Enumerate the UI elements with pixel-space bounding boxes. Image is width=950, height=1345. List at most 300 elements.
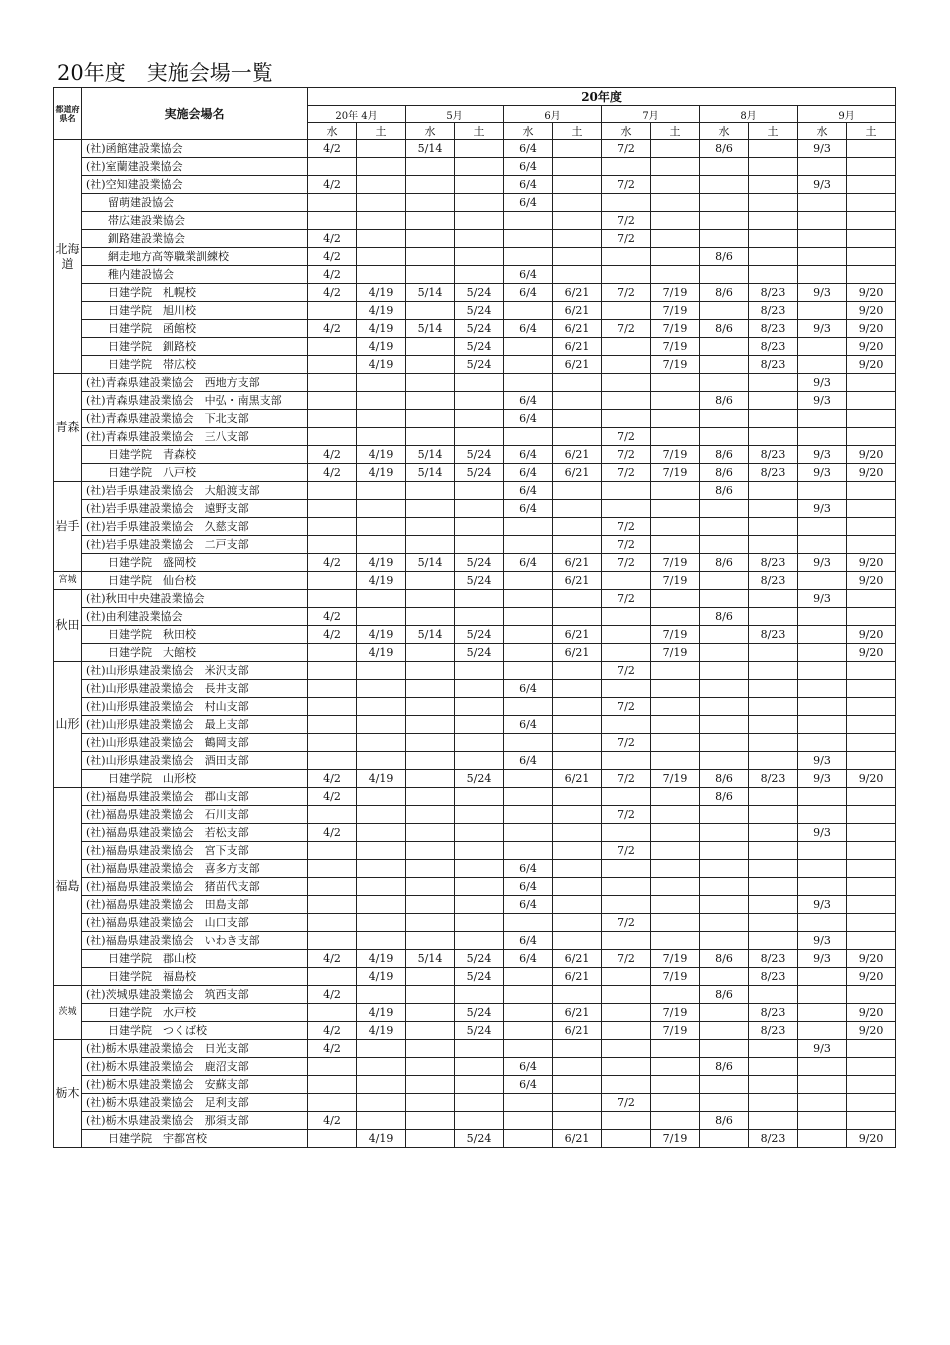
exam-date-cell <box>651 716 700 734</box>
exam-date-cell: 4/2 <box>308 230 357 248</box>
exam-date-cell <box>651 842 700 860</box>
exam-date-cell <box>406 608 455 626</box>
exam-date-cell: 6/21 <box>553 284 602 302</box>
exam-date-cell <box>357 608 406 626</box>
weekday-header: 水 <box>700 123 749 140</box>
exam-date-cell <box>602 1130 651 1148</box>
exam-date-cell: 8/23 <box>749 446 798 464</box>
exam-date-cell <box>651 518 700 536</box>
exam-date-cell <box>602 644 651 662</box>
exam-date-cell: 4/19 <box>357 338 406 356</box>
exam-date-cell <box>798 410 847 428</box>
prefecture-cell <box>54 140 82 374</box>
exam-date-cell: 8/23 <box>749 320 798 338</box>
exam-date-cell <box>553 806 602 824</box>
exam-date-cell <box>357 500 406 518</box>
exam-date-cell <box>651 1094 700 1112</box>
exam-date-cell <box>357 230 406 248</box>
month-header: 9月 <box>798 106 896 123</box>
exam-date-cell: 6/21 <box>553 1130 602 1148</box>
exam-date-cell <box>700 860 749 878</box>
exam-date-cell <box>553 716 602 734</box>
exam-date-cell: 6/4 <box>504 716 553 734</box>
exam-date-cell <box>504 536 553 554</box>
exam-date-cell <box>847 860 896 878</box>
exam-date-cell <box>651 914 700 932</box>
exam-date-cell <box>651 590 700 608</box>
venue-name: (社)福島県建設業協会 石川支部 <box>82 806 308 824</box>
venue-name: (社)山形県建設業協会 酒田支部 <box>82 752 308 770</box>
exam-date-cell: 6/21 <box>553 950 602 968</box>
exam-date-cell <box>406 158 455 176</box>
exam-date-cell: 6/4 <box>504 554 553 572</box>
exam-date-cell <box>308 914 357 932</box>
exam-date-cell <box>504 788 553 806</box>
table-row <box>54 446 896 464</box>
venue-name: 日建学院 秋田校 <box>82 626 308 644</box>
exam-date-cell <box>700 914 749 932</box>
exam-date-cell: 4/2 <box>308 788 357 806</box>
exam-date-cell <box>308 482 357 500</box>
exam-date-cell <box>749 230 798 248</box>
exam-date-cell: 8/6 <box>700 320 749 338</box>
exam-date-cell: 9/20 <box>847 644 896 662</box>
exam-date-cell <box>651 788 700 806</box>
exam-date-cell: 9/3 <box>798 320 847 338</box>
exam-date-cell <box>406 1040 455 1058</box>
exam-date-cell <box>602 1022 651 1040</box>
exam-date-cell: 7/2 <box>602 428 651 446</box>
exam-date-cell <box>847 482 896 500</box>
exam-date-cell <box>798 1022 847 1040</box>
exam-date-cell <box>700 1076 749 1094</box>
exam-date-cell: 6/4 <box>504 320 553 338</box>
exam-date-cell <box>847 806 896 824</box>
venue-name: (社)栃木県建設業協会 日光支部 <box>82 1040 308 1058</box>
exam-date-cell: 6/4 <box>504 392 553 410</box>
exam-date-cell <box>504 572 553 590</box>
exam-date-cell <box>553 482 602 500</box>
table-row <box>54 644 896 662</box>
exam-date-cell: 6/4 <box>504 410 553 428</box>
venue-name: (社)室蘭建設業協会 <box>82 158 308 176</box>
exam-date-cell: 9/20 <box>847 356 896 374</box>
exam-date-cell <box>602 860 651 878</box>
exam-date-cell <box>798 572 847 590</box>
venue-name: (社)岩手県建設業協会 大船渡支部 <box>82 482 308 500</box>
exam-date-cell <box>357 896 406 914</box>
exam-date-cell: 7/2 <box>602 176 651 194</box>
exam-date-cell <box>700 842 749 860</box>
exam-date-cell <box>847 428 896 446</box>
exam-date-cell: 4/19 <box>357 968 406 986</box>
exam-date-cell <box>308 716 357 734</box>
exam-date-cell <box>553 1058 602 1076</box>
exam-date-cell <box>504 968 553 986</box>
exam-date-cell <box>308 338 357 356</box>
exam-date-cell: 8/6 <box>700 608 749 626</box>
exam-date-cell <box>798 968 847 986</box>
exam-date-cell: 9/3 <box>798 500 847 518</box>
exam-date-cell: 8/6 <box>700 1058 749 1076</box>
exam-date-cell <box>455 392 504 410</box>
exam-date-cell <box>651 482 700 500</box>
exam-date-cell <box>700 878 749 896</box>
exam-date-cell <box>308 806 357 824</box>
exam-date-cell: 9/3 <box>798 1040 847 1058</box>
exam-date-cell <box>308 698 357 716</box>
exam-date-cell <box>847 1040 896 1058</box>
weekday-header: 土 <box>553 123 602 140</box>
exam-date-cell <box>749 140 798 158</box>
exam-date-cell <box>504 338 553 356</box>
exam-date-cell: 8/6 <box>700 950 749 968</box>
exam-date-cell <box>847 590 896 608</box>
exam-date-cell <box>749 194 798 212</box>
exam-date-cell <box>798 986 847 1004</box>
prefecture-label: 宮城 <box>58 575 77 585</box>
exam-date-cell <box>602 356 651 374</box>
exam-date-cell <box>455 500 504 518</box>
exam-date-cell <box>700 1004 749 1022</box>
exam-date-cell: 5/24 <box>455 320 504 338</box>
exam-date-cell <box>308 878 357 896</box>
exam-date-cell <box>798 644 847 662</box>
exam-date-cell <box>406 806 455 824</box>
exam-date-cell: 4/2 <box>308 446 357 464</box>
exam-date-cell: 7/19 <box>651 446 700 464</box>
exam-date-cell: 6/21 <box>553 446 602 464</box>
venue-name: (社)福島県建設業協会 田島支部 <box>82 896 308 914</box>
exam-date-cell: 7/19 <box>651 572 700 590</box>
exam-date-cell <box>651 212 700 230</box>
exam-date-cell: 6/21 <box>553 338 602 356</box>
exam-date-cell <box>308 194 357 212</box>
exam-date-cell <box>357 1058 406 1076</box>
exam-date-cell <box>553 500 602 518</box>
exam-date-cell: 8/6 <box>700 986 749 1004</box>
exam-date-cell <box>553 842 602 860</box>
exam-date-cell <box>406 356 455 374</box>
venue-column-header: 実施会場名 <box>82 88 308 140</box>
exam-date-cell: 4/19 <box>357 572 406 590</box>
exam-date-cell <box>847 248 896 266</box>
exam-date-cell <box>749 518 798 536</box>
exam-date-cell <box>749 734 798 752</box>
exam-date-cell: 8/6 <box>700 248 749 266</box>
exam-date-cell: 6/4 <box>504 284 553 302</box>
exam-date-cell <box>553 878 602 896</box>
prefecture-label: 栃木 <box>55 1086 80 1100</box>
exam-date-cell: 6/4 <box>504 878 553 896</box>
exam-date-cell <box>406 1004 455 1022</box>
exam-date-cell <box>455 374 504 392</box>
exam-date-cell: 5/24 <box>455 554 504 572</box>
exam-date-cell: 9/20 <box>847 770 896 788</box>
exam-date-cell <box>455 266 504 284</box>
exam-date-cell <box>847 410 896 428</box>
exam-date-cell: 6/21 <box>553 464 602 482</box>
exam-date-cell: 5/24 <box>455 1130 504 1148</box>
exam-date-cell: 9/3 <box>798 374 847 392</box>
table-row <box>54 500 896 518</box>
exam-date-cell <box>651 734 700 752</box>
exam-date-cell <box>357 806 406 824</box>
exam-date-cell: 9/20 <box>847 572 896 590</box>
exam-date-cell: 4/2 <box>308 320 357 338</box>
exam-date-cell <box>308 500 357 518</box>
exam-date-cell <box>847 896 896 914</box>
table-row <box>54 716 896 734</box>
exam-date-cell <box>651 824 700 842</box>
exam-date-cell <box>308 1094 357 1112</box>
exam-date-cell: 4/2 <box>308 1112 357 1130</box>
exam-date-cell <box>602 500 651 518</box>
exam-date-cell <box>357 1112 406 1130</box>
exam-date-cell <box>700 968 749 986</box>
exam-date-cell <box>553 1112 602 1130</box>
exam-date-cell: 4/2 <box>308 176 357 194</box>
exam-date-cell: 6/21 <box>553 356 602 374</box>
exam-date-cell <box>749 1094 798 1112</box>
exam-date-cell <box>651 806 700 824</box>
exam-date-cell <box>602 1004 651 1022</box>
exam-date-cell <box>308 1004 357 1022</box>
exam-date-cell <box>308 212 357 230</box>
exam-date-cell <box>455 752 504 770</box>
venue-name: (社)福島県建設業協会 喜多方支部 <box>82 860 308 878</box>
exam-date-cell: 7/19 <box>651 644 700 662</box>
exam-date-cell <box>308 572 357 590</box>
table-row <box>54 1004 896 1022</box>
exam-date-cell <box>455 176 504 194</box>
exam-date-cell: 6/21 <box>553 320 602 338</box>
exam-date-cell <box>308 734 357 752</box>
exam-date-cell <box>455 896 504 914</box>
exam-date-cell <box>357 392 406 410</box>
exam-date-cell <box>651 248 700 266</box>
exam-date-cell <box>602 1076 651 1094</box>
exam-date-cell <box>406 860 455 878</box>
exam-date-cell <box>504 842 553 860</box>
exam-date-cell: 4/2 <box>308 608 357 626</box>
exam-date-cell: 5/24 <box>455 626 504 644</box>
exam-date-cell <box>700 500 749 518</box>
exam-date-cell: 6/4 <box>504 860 553 878</box>
exam-date-cell: 5/14 <box>406 140 455 158</box>
table-row <box>54 338 896 356</box>
table-row <box>54 572 896 590</box>
exam-date-cell <box>798 518 847 536</box>
exam-date-cell <box>847 176 896 194</box>
exam-date-cell: 6/21 <box>553 1022 602 1040</box>
exam-date-cell <box>406 230 455 248</box>
exam-date-cell <box>455 716 504 734</box>
exam-date-cell <box>798 608 847 626</box>
exam-date-cell <box>406 482 455 500</box>
exam-date-cell <box>651 932 700 950</box>
exam-date-cell <box>700 302 749 320</box>
exam-date-cell <box>651 1040 700 1058</box>
venue-name: (社)福島県建設業協会 郡山支部 <box>82 788 308 806</box>
exam-date-cell: 5/24 <box>455 572 504 590</box>
exam-date-cell <box>455 248 504 266</box>
exam-date-cell: 5/24 <box>455 464 504 482</box>
exam-date-cell <box>798 1076 847 1094</box>
exam-date-cell: 4/19 <box>357 770 406 788</box>
exam-date-cell: 8/23 <box>749 968 798 986</box>
exam-date-cell <box>504 734 553 752</box>
exam-date-cell <box>357 266 406 284</box>
exam-date-cell: 8/6 <box>700 284 749 302</box>
exam-date-cell: 8/6 <box>700 464 749 482</box>
exam-date-cell <box>406 374 455 392</box>
exam-date-cell <box>749 410 798 428</box>
exam-date-cell <box>455 1094 504 1112</box>
table-header <box>54 88 896 140</box>
exam-date-cell: 9/20 <box>847 554 896 572</box>
table-row <box>54 464 896 482</box>
exam-date-cell: 6/4 <box>504 266 553 284</box>
exam-date-cell <box>798 680 847 698</box>
exam-date-cell <box>798 158 847 176</box>
exam-date-cell <box>553 230 602 248</box>
exam-date-cell <box>749 662 798 680</box>
table-row <box>54 248 896 266</box>
venue-name: (社)青森県建設業協会 西地方支部 <box>82 374 308 392</box>
prefecture-label: 北海道 <box>55 241 80 271</box>
exam-date-cell <box>455 536 504 554</box>
exam-date-cell <box>357 590 406 608</box>
table-row <box>54 680 896 698</box>
exam-date-cell <box>406 896 455 914</box>
exam-date-cell: 4/2 <box>308 554 357 572</box>
exam-date-cell: 7/2 <box>602 140 651 158</box>
exam-date-cell <box>700 644 749 662</box>
exam-date-cell: 9/3 <box>798 932 847 950</box>
exam-date-cell <box>602 392 651 410</box>
exam-date-cell: 9/20 <box>847 968 896 986</box>
exam-date-cell <box>308 932 357 950</box>
exam-date-cell: 5/24 <box>455 968 504 986</box>
exam-date-cell: 7/19 <box>651 554 700 572</box>
exam-date-cell <box>455 680 504 698</box>
table-row <box>54 194 896 212</box>
exam-date-cell: 8/23 <box>749 284 798 302</box>
exam-date-cell <box>847 932 896 950</box>
exam-date-cell <box>553 518 602 536</box>
exam-date-cell <box>504 1004 553 1022</box>
exam-date-cell <box>700 194 749 212</box>
exam-date-cell: 7/2 <box>602 464 651 482</box>
exam-date-cell <box>357 662 406 680</box>
exam-date-cell: 8/6 <box>700 140 749 158</box>
exam-date-cell <box>651 1058 700 1076</box>
exam-date-cell <box>700 158 749 176</box>
month-header: 8月 <box>700 106 798 123</box>
exam-date-cell <box>798 842 847 860</box>
exam-date-cell <box>455 932 504 950</box>
exam-date-cell <box>357 680 406 698</box>
table-row <box>54 950 896 968</box>
exam-date-cell <box>749 878 798 896</box>
exam-date-cell <box>651 662 700 680</box>
exam-date-cell <box>504 1040 553 1058</box>
exam-date-cell <box>455 428 504 446</box>
table-row <box>54 374 896 392</box>
exam-date-cell <box>700 680 749 698</box>
table-row <box>54 1022 896 1040</box>
exam-date-cell: 7/2 <box>602 230 651 248</box>
exam-date-cell: 6/21 <box>553 302 602 320</box>
exam-date-cell <box>553 266 602 284</box>
exam-date-cell <box>406 410 455 428</box>
exam-date-cell <box>455 1040 504 1058</box>
exam-date-cell: 5/24 <box>455 338 504 356</box>
prefecture-cell <box>54 662 82 788</box>
exam-date-cell: 7/2 <box>602 1094 651 1112</box>
exam-date-cell: 8/6 <box>700 446 749 464</box>
exam-date-cell: 5/24 <box>455 356 504 374</box>
exam-date-cell: 6/4 <box>504 158 553 176</box>
exam-date-cell: 7/19 <box>651 968 700 986</box>
exam-date-cell: 9/3 <box>798 950 847 968</box>
table-row <box>54 554 896 572</box>
exam-date-cell <box>455 662 504 680</box>
exam-date-cell: 5/24 <box>455 1022 504 1040</box>
exam-date-cell <box>455 410 504 428</box>
exam-date-cell: 8/23 <box>749 338 798 356</box>
exam-date-cell <box>847 194 896 212</box>
exam-date-cell <box>602 374 651 392</box>
exam-date-cell <box>749 1076 798 1094</box>
exam-date-cell <box>847 878 896 896</box>
exam-date-cell: 4/2 <box>308 1040 357 1058</box>
exam-date-cell <box>357 914 406 932</box>
venue-name: 日建学院 盛岡校 <box>82 554 308 572</box>
table-row <box>54 428 896 446</box>
exam-date-cell <box>553 680 602 698</box>
exam-date-cell <box>504 770 553 788</box>
exam-date-cell <box>357 860 406 878</box>
exam-date-cell <box>406 914 455 932</box>
table-row <box>54 788 896 806</box>
exam-date-cell <box>651 536 700 554</box>
exam-date-cell: 6/4 <box>504 680 553 698</box>
exam-date-cell <box>847 734 896 752</box>
exam-date-cell <box>749 266 798 284</box>
exam-date-cell: 5/24 <box>455 302 504 320</box>
exam-date-cell <box>357 1040 406 1058</box>
exam-date-cell <box>749 1058 798 1076</box>
exam-date-cell <box>406 968 455 986</box>
exam-date-cell <box>308 392 357 410</box>
weekday-header: 土 <box>455 123 504 140</box>
exam-date-cell: 8/23 <box>749 464 798 482</box>
exam-date-cell: 7/2 <box>602 518 651 536</box>
exam-date-cell <box>847 698 896 716</box>
table-row <box>54 932 896 950</box>
exam-date-cell <box>602 1058 651 1076</box>
exam-date-cell <box>602 302 651 320</box>
exam-date-cell: 6/21 <box>553 968 602 986</box>
exam-date-cell: 9/3 <box>798 770 847 788</box>
prefecture-cell <box>54 1040 82 1148</box>
exam-date-cell: 7/19 <box>651 626 700 644</box>
table-row <box>54 842 896 860</box>
exam-date-cell <box>455 212 504 230</box>
exam-date-cell <box>798 212 847 230</box>
